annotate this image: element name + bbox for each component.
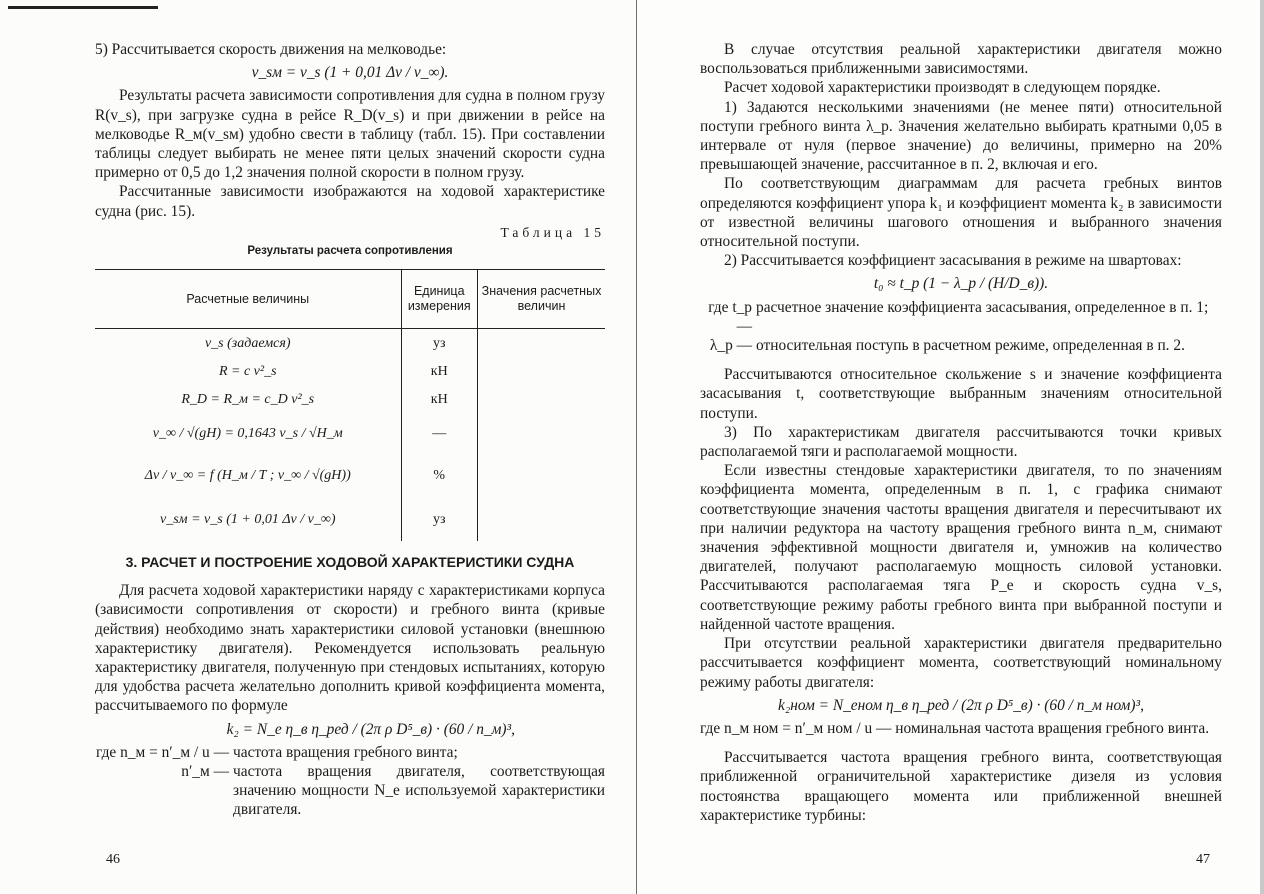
table-row (95, 453, 605, 497)
table-cell: R_D = R_м = c_D v²_s (181, 391, 315, 407)
paragraph: Рассчитываются относительное скольжение s и значение коэффициента засасывания t, соответствующие выбранным значениям относительной поступи. (700, 366, 1222, 422)
right-page (638, 0, 1264, 894)
left-text-column (95, 40, 605, 820)
table-cell: — (401, 413, 478, 453)
column-header: Единица измерения (401, 270, 478, 329)
paragraph: При отсутствии реальной характеристики двигателя предварительно рассчитывается коэффициент момента, соответствующий номинальному режиму работы двигателя: (700, 635, 1222, 691)
table-cell: % (401, 453, 478, 497)
paragraph: 2) Рассчитывается коэффициент засасывания в режиме на швартовах: (724, 252, 1182, 270)
table-number: Таблица 15 (500, 224, 605, 240)
table-cell (478, 385, 606, 413)
table-cell: уз (401, 497, 478, 541)
symbol: где t_р — (708, 298, 752, 335)
table-title: Результаты расчета сопротивления (247, 245, 453, 258)
page-edge (1260, 0, 1264, 894)
paragraph: 1) Задаются несколькими значениями (не менее пяти) относительной поступи гребного винта λ_р. Значения желательно выбирать кратными 0,05 в интервале от нуля (первое значение) до величины, примерно на 20% превышающей значение, рассчитанное в п. 2, включая и его. (700, 98, 1222, 174)
table-header-row (95, 270, 605, 329)
table-row (95, 385, 605, 413)
formula: k₂ном = N_еном η_в η_ред / (2π ρ D⁵_в) · (60 / n_м ном)³, (778, 696, 1144, 714)
table-row (95, 497, 605, 541)
table-cell: уз (401, 329, 478, 358)
table-cell (478, 413, 606, 453)
column-header: Значения расчетных величин (478, 270, 606, 329)
formula: t₀ ≈ t_р (1 − λ_р / (H/D_в)). (873, 275, 1049, 293)
table-cell: Δv / v_∞ = f (H_м / T ; v_∞ / √(gH)) (144, 467, 351, 483)
table-cell: кН (401, 357, 478, 385)
symbol: где n_м = n′_м / u — (96, 743, 229, 761)
paragraph: Для расчета ходовой характеристики наряду с характеристиками корпуса (зависимости сопротивления от скорости) и гребного винта (кривые действия) необходимо знать характеристики силовой установки (внешнюю характеристику двигателя). Рекомендуется использовать реальную характеристику двигателя, полученную при стендовых испытаниях, которую для удобства расчета желательно дополнить кривой коэффициента момента, рассчитываемого по формуле (95, 582, 605, 715)
table-cell (478, 453, 606, 497)
table-row (95, 413, 605, 453)
table-cell (478, 329, 606, 358)
paragraph: 5) Рассчитывается скорость движения на мелководье: (95, 41, 447, 58)
symbol-description: частота вращения гребного винта; (233, 743, 458, 761)
symbol-description: частота вращения двигателя, соответствующая значению мощности N_e используемой характеристики двигателя. (233, 763, 605, 819)
table-cell (478, 357, 606, 385)
paragraph: Рассчитывается частота вращения гребного винта, соответствующая приближенной ограничительной характеристике дизеля из условия постоянства вращающего момента или приближенной внешней характеристике турбины: (700, 749, 1222, 824)
section-heading: 3. РАСЧЕТ И ПОСТРОЕНИЕ ХОДОВОЙ ХАРАКТЕРИСТИКИ СУДНА (125, 554, 575, 571)
page-number: 47 (1196, 852, 1210, 867)
symbol-definition: где n_м ном = n′_м ном / u — номинальная частота вращения гребного винта. (700, 719, 1210, 737)
table-cell (478, 497, 606, 541)
table-cell: v_sм = v_s (1 + 0,01 Δv / v_∞) (160, 511, 336, 527)
right-text-column (700, 40, 1222, 825)
page-number: 46 (106, 852, 120, 867)
table-cell: кН (401, 385, 478, 413)
results-table (95, 269, 605, 541)
symbol-definitions (95, 743, 605, 820)
paragraph: Результаты расчета зависимости сопротивления для судна в полном грузу R(v_s), при загрузке судна в рейсе R_D(v_s) и при движении в рейсе на мелководье R_м(v_sм) удобно свести в таблицу (табл. 15). При составлении таблицы следует выбирать не менее пяти целых значений скорости судна примерно от 0,5 до 1,2 значения полной скорости в полном грузу. (95, 87, 605, 182)
table-cell: v_s (задаемся) (204, 335, 291, 351)
formula: k₂ = N_e η_в η_ред / (2π ρ D⁵_в) · (60 / n_м)³, (226, 720, 515, 738)
paragraph: По соответствующим диаграммам для расчета гребных винтов определяются коэффициент упора k₁ и коэффициент момента k₂ в зависимости от известной величины шагового отношения и выбранного значения относительной поступи. (700, 175, 1222, 251)
paragraph: Если известны стендовые характеристики двигателя, то по значениям коэффициента момента, определенным в п. 1, с графика снимают соответствующие значения частоты вращения двигателя и пересчитывают их при наличии редуктора на частоту вращения гребного винта n_м, снимают значения эффективной мощности двигателя и, умножив на количество двигателей, получают располагаемую мощность силовой установки. Рассчитываются располагаемая тяга P_е и скорость судна v_s, соответствующие режиму работы гребного винта при выбранной поступи и найденной частоте вращения. (700, 462, 1222, 633)
symbol: n′_м — (181, 763, 229, 781)
symbol-definitions (700, 298, 1222, 356)
formula: v_sм = v_s (1 + 0,01 Δv / v_∞). (251, 64, 449, 82)
column-header: Расчетные величины (95, 270, 401, 329)
paragraph: Рассчитанные зависимости изображаются на ходовой характеристике судна (рис. 15). (95, 183, 605, 220)
symbol-description: расчетное значение коэффициента засасывания, определенное в п. 1; (756, 298, 1209, 316)
table-cell: v_∞ / √(gH) = 0,1643 v_s / √H_м (152, 425, 343, 441)
paragraph: Расчет ходовой характеристики производят в следующем порядке. (724, 79, 1161, 97)
paragraph: 3) По характеристикам двигателя рассчитываются точки кривых располагаемой тяги и располагаемой мощности. (700, 423, 1222, 461)
table-cell: R = c v²_s (218, 363, 277, 379)
top-rule (8, 6, 158, 9)
paragraph: В случае отсутствия реальной характеристики двигателя можно воспользоваться приближенными зависимостями. (700, 41, 1222, 78)
symbol-description: относительная поступь в расчетном режиме, определенная в п. 2. (756, 337, 1185, 355)
symbol: λ_р — (709, 337, 752, 355)
table-row (95, 329, 605, 358)
table-row (95, 357, 605, 385)
